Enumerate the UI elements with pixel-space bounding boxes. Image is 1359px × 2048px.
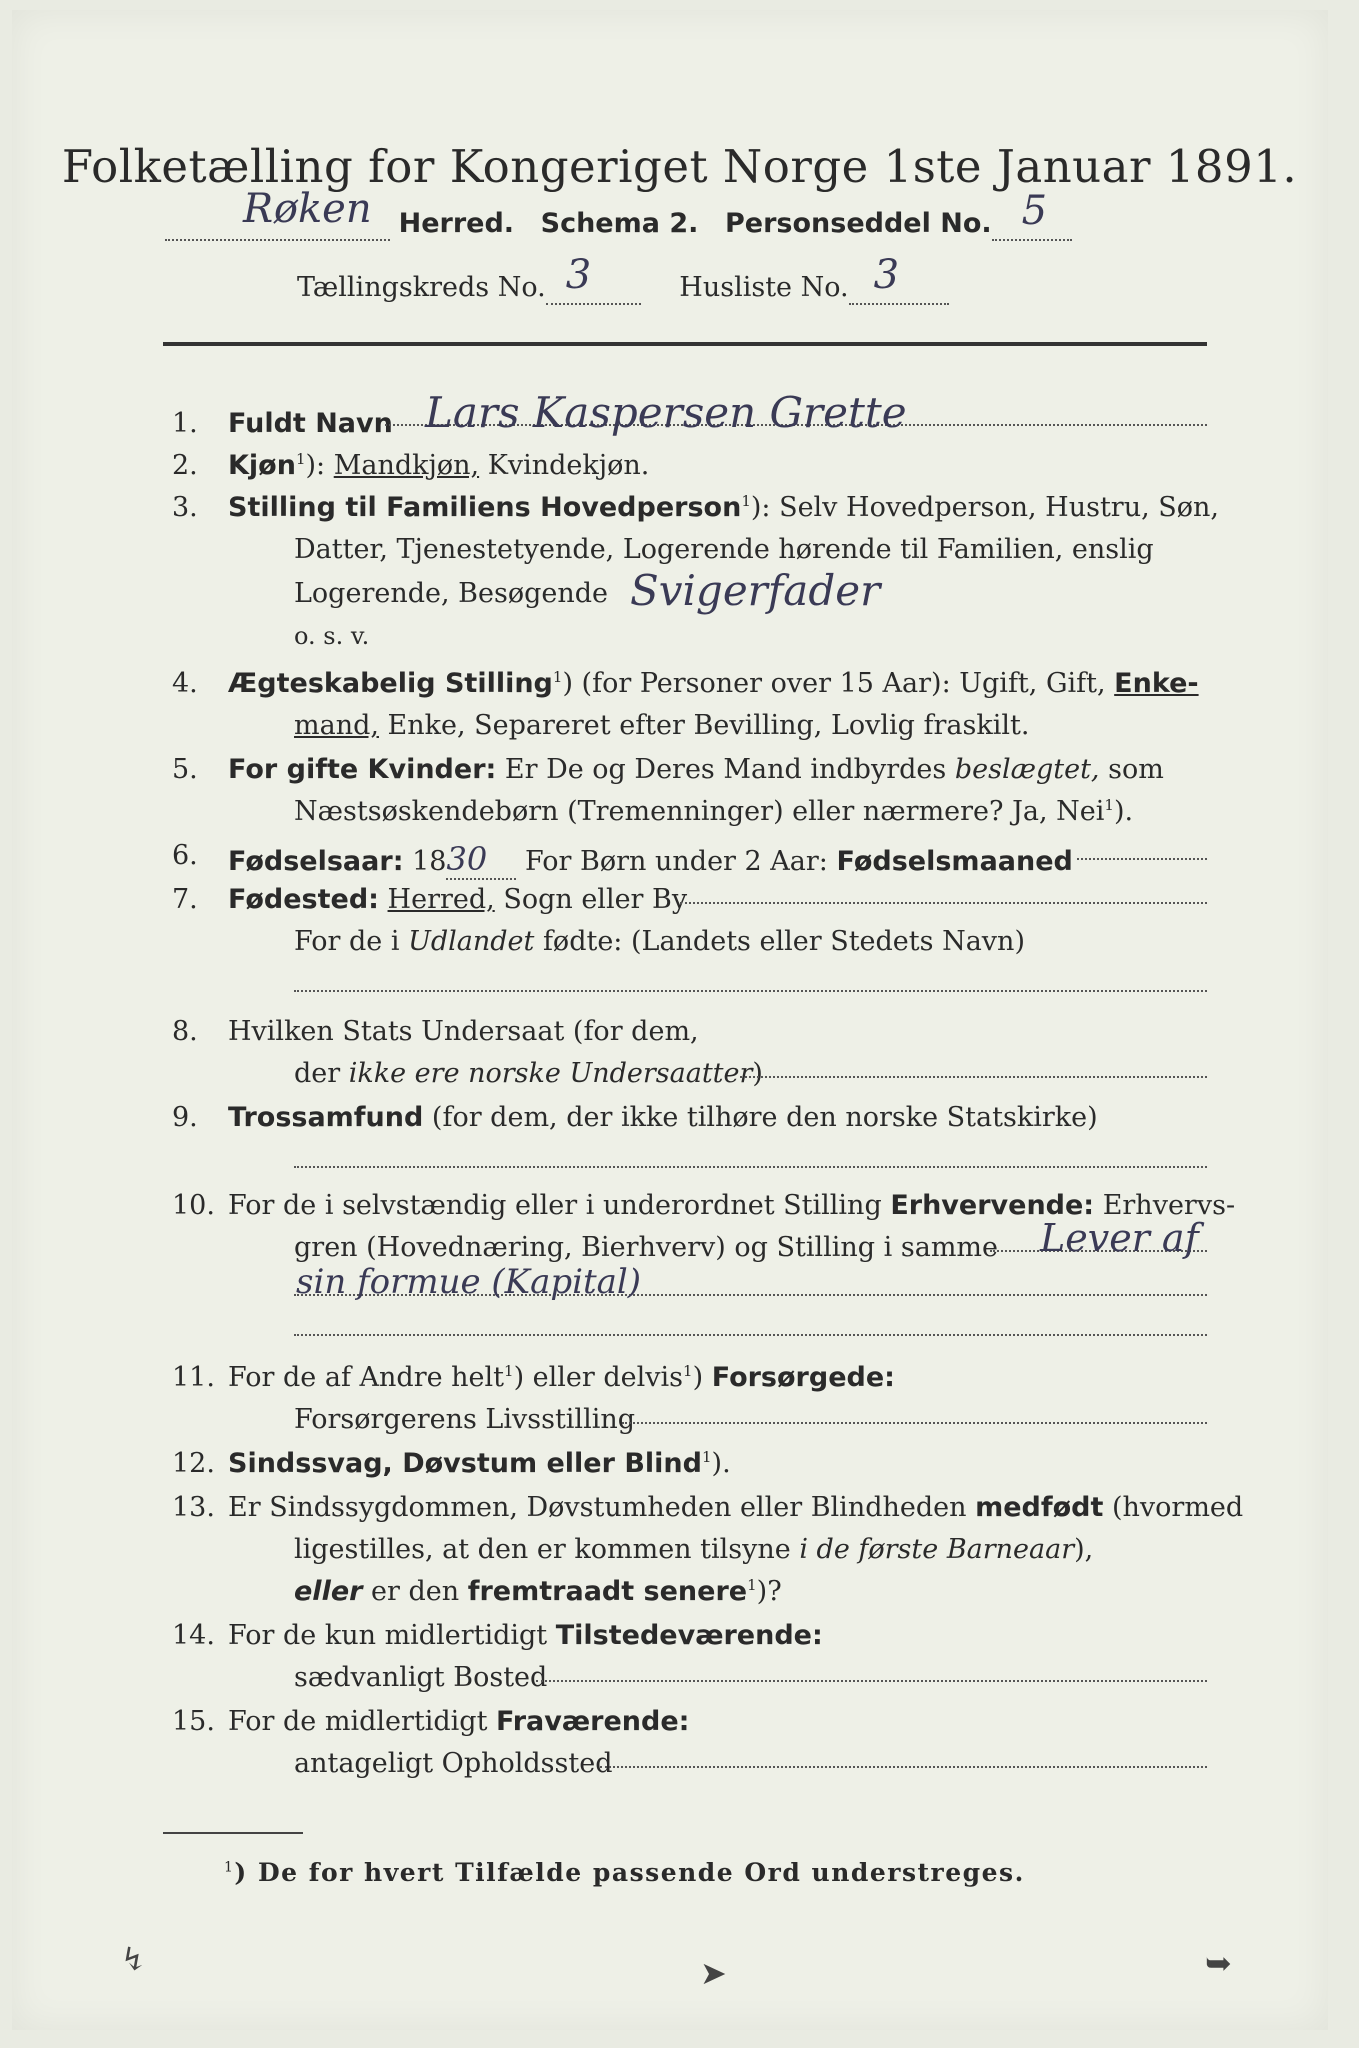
item-number-10: 10. bbox=[172, 1190, 215, 1221]
temporary-absent-label: Fraværende: bbox=[496, 1706, 690, 1737]
personseddel-value: 5 bbox=[1021, 188, 1048, 234]
item-number-4: 4. bbox=[172, 668, 198, 699]
item-5-line-1 bbox=[228, 754, 1164, 785]
item-10-line-2: gren (Hovednæring, Bierhverv) og Stilling i samme bbox=[294, 1232, 999, 1263]
kreds-label: Tællingskreds No. bbox=[297, 272, 546, 303]
religion-dots bbox=[294, 1166, 1207, 1168]
footnote-text: ) De for hvert Tilfælde passende Ord understreges. bbox=[234, 1858, 1025, 1887]
item-number-14: 14. bbox=[172, 1620, 215, 1651]
family-position-value: Svigerfader bbox=[630, 566, 881, 615]
married-women-line-2-end: ). bbox=[1113, 796, 1134, 827]
birthplace-selected: Herred, bbox=[387, 884, 495, 915]
item-number-7: 7. bbox=[172, 884, 198, 915]
married-women-label: For gifte Kvinder: bbox=[228, 754, 497, 785]
occupation-prefix: For de i selvstændig eller i underordnet Stilling bbox=[228, 1190, 891, 1221]
item-7-line-1 bbox=[228, 884, 687, 915]
item-number-1: 1. bbox=[172, 408, 198, 439]
item-3-line-1 bbox=[228, 492, 1219, 523]
item-13-line-2 bbox=[294, 1534, 1093, 1565]
kreds-value: 3 bbox=[565, 252, 592, 298]
disability-end: ). bbox=[711, 1448, 731, 1479]
family-position-sup: 1 bbox=[741, 492, 751, 510]
header-row-2 bbox=[297, 252, 949, 305]
congenital-line-3-bold: fremtraadt senere bbox=[467, 1576, 748, 1607]
birth-year-value: 30 bbox=[446, 840, 516, 880]
sex-label: Kjøn bbox=[228, 450, 296, 481]
item-3-line-2: Datter, Tjenestetyende, Logerende hørende til Familien, enslig bbox=[294, 534, 1154, 565]
abroad-suffix: fødte: (Landets eller Stedets Navn) bbox=[534, 926, 1025, 957]
congenital-end: )? bbox=[756, 1576, 782, 1607]
congenital-suffix: (hvormed bbox=[1103, 1492, 1244, 1523]
whereabouts-dots bbox=[600, 1766, 1207, 1768]
item-number-9: 9. bbox=[172, 1102, 198, 1133]
citizenship-suffix: ) bbox=[752, 1058, 763, 1089]
disability-label: Sindssvag, Døvstum eller Blind bbox=[228, 1448, 702, 1479]
temporary-present-label: Tilstedeværende: bbox=[555, 1620, 823, 1651]
family-position-options: ): Selv Hovedperson, Hustru, Søn, bbox=[750, 492, 1219, 523]
personseddel-label: Personseddel No. bbox=[725, 208, 992, 239]
footnote-divider bbox=[163, 1832, 303, 1834]
married-women-question: Er De og Deres Mand indbyrdes bbox=[496, 754, 955, 785]
family-position-options-3: Logerende, Besøgende bbox=[294, 578, 608, 609]
item-4-line-1 bbox=[228, 668, 1199, 699]
item-9 bbox=[228, 1102, 1098, 1133]
usual-residence-dots bbox=[536, 1680, 1207, 1682]
supported-label: Forsørgede: bbox=[711, 1362, 895, 1393]
marital-status-options: ) (for Personer over 15 Aar): Ugift, Gift, bbox=[562, 668, 1106, 699]
herred-label: Herred. bbox=[398, 208, 515, 239]
sex-sep: ): bbox=[305, 450, 334, 481]
congenital-line-2-italic: i de første Barneaar bbox=[799, 1534, 1075, 1565]
occupation-value-2: sin formue (Kapital) bbox=[296, 1262, 642, 1302]
congenital-line-3-italic: eller bbox=[294, 1576, 363, 1607]
item-number-12: 12. bbox=[172, 1448, 215, 1479]
corner-mark-right-icon: ➥ bbox=[1205, 1944, 1232, 1982]
header-row-1 bbox=[165, 186, 1072, 241]
item-8-line-1: Hvilken Stats Undersaat (for dem, bbox=[228, 1016, 699, 1047]
married-women-italic: beslægtet, bbox=[954, 754, 1100, 785]
item-13-line-1 bbox=[228, 1492, 1243, 1523]
item-number-6: 6. bbox=[172, 840, 198, 871]
occupation-value-1: Lever af bbox=[1040, 1216, 1199, 1260]
item-number-3: 3. bbox=[172, 492, 198, 523]
herred-field bbox=[165, 186, 390, 241]
kreds-field bbox=[546, 252, 641, 305]
schema-label: Schema 2. bbox=[540, 208, 699, 239]
disability-sup: 1 bbox=[701, 1448, 712, 1466]
personseddel-field bbox=[992, 188, 1072, 241]
birth-month-dots bbox=[1077, 858, 1207, 860]
husliste-value: 3 bbox=[873, 252, 900, 298]
citizenship-italic: ikke ere norske Undersaatter bbox=[348, 1058, 753, 1089]
occupation-suffix: Erhvervs- bbox=[1094, 1190, 1236, 1221]
form-title: Folketælling for Kongeriget Norge 1ste Januar 1891. bbox=[61, 140, 1298, 193]
citizenship-dots bbox=[740, 1076, 1207, 1078]
birth-year-prefix: 18 bbox=[403, 846, 447, 877]
item-3-line-3 bbox=[294, 578, 608, 609]
item-15-line-1 bbox=[228, 1706, 689, 1737]
married-women-sup: 1 bbox=[1104, 796, 1114, 814]
item-number-5: 5. bbox=[172, 754, 198, 785]
item-14-line-2: sædvanligt Bosted bbox=[294, 1662, 548, 1693]
temporary-present-prefix: For de kun midlertidigt bbox=[228, 1620, 556, 1651]
supported-sup-1: 1 bbox=[504, 1362, 514, 1380]
marital-status-label: Ægteskabelig Stilling bbox=[228, 668, 553, 699]
birthplace-dots bbox=[680, 902, 1207, 904]
marital-status-selected-2: mand, bbox=[294, 710, 379, 741]
congenital-label: medfødt bbox=[975, 1492, 1104, 1523]
supported-sup-2: 1 bbox=[683, 1362, 693, 1380]
item-number-2: 2. bbox=[172, 450, 198, 481]
herred-value: Røken bbox=[243, 186, 372, 232]
abroad-italic: Udlandet bbox=[408, 926, 535, 957]
birth-month-label: Fødselsmaaned bbox=[836, 846, 1073, 877]
occupation-dots-3 bbox=[294, 1334, 1207, 1336]
congenital-line-2-suffix: ), bbox=[1074, 1534, 1094, 1565]
full-name-value: Lars Kaspersen Grette bbox=[425, 388, 907, 437]
husliste-label: Husliste No. bbox=[679, 272, 849, 303]
married-women-end: som bbox=[1099, 754, 1164, 785]
item-4-line-2 bbox=[294, 710, 1029, 741]
center-mark-icon: ➤ bbox=[700, 1954, 727, 1992]
religion-label: Trossamfund bbox=[228, 1102, 424, 1133]
item-2 bbox=[228, 450, 649, 481]
sex-option-male: Mandkjøn, bbox=[333, 450, 480, 481]
abroad-prefix: For de i bbox=[294, 926, 409, 957]
item-15-line-2: antageligt Opholdssted bbox=[294, 1748, 613, 1779]
religion-question: (for dem, der ikke tilhøre den norske Statskirke) bbox=[423, 1102, 1098, 1133]
item-11-line-2: Forsørgerens Livsstilling bbox=[294, 1404, 636, 1435]
sex-sup: 1 bbox=[295, 450, 306, 468]
supported-sep: ) bbox=[692, 1362, 712, 1393]
abroad-dots bbox=[294, 990, 1207, 992]
married-women-line-2: Næstsøskendebørn (Tremenninger) eller nærmere? Ja, Nei bbox=[294, 796, 1105, 827]
item-3-line-4: o. s. v. bbox=[294, 622, 370, 650]
marital-status-sup: 1 bbox=[552, 668, 563, 686]
item-number-8: 8. bbox=[172, 1016, 198, 1047]
marital-status-options-2: Enke, Separeret efter Bevilling, Lovlig fraskilt. bbox=[378, 710, 1030, 741]
item-1 bbox=[228, 408, 393, 439]
husliste-field bbox=[849, 252, 949, 305]
item-11-line-1 bbox=[228, 1362, 895, 1393]
item-13-line-3 bbox=[294, 1576, 782, 1607]
family-position-label: Stilling til Familiens Hovedperson bbox=[228, 492, 742, 523]
header-divider bbox=[163, 342, 1207, 346]
item-7-line-2 bbox=[294, 926, 1025, 957]
footnote-sup: 1 bbox=[224, 1859, 235, 1876]
temporary-absent-prefix: For de midlertidigt bbox=[228, 1706, 497, 1737]
item-number-13: 13. bbox=[172, 1492, 215, 1523]
marital-status-selected-1: Enke- bbox=[1114, 668, 1199, 699]
birth-year-label: Fødselsaar: bbox=[228, 846, 404, 877]
item-5-line-2 bbox=[294, 796, 1133, 827]
supported-prefix: For de af Andre helt bbox=[228, 1362, 505, 1393]
item-14-line-1 bbox=[228, 1620, 823, 1651]
citizenship-prefix: der bbox=[294, 1058, 349, 1089]
congenital-line-2-prefix: ligestilles, at den er kommen tilsyne bbox=[294, 1534, 800, 1565]
congenital-sup: 1 bbox=[747, 1576, 757, 1594]
item-number-11: 11. bbox=[172, 1362, 215, 1393]
item-number-15: 15. bbox=[172, 1706, 215, 1737]
congenital-prefix: Er Sindssygdommen, Døvstumheden eller Blindheden bbox=[228, 1492, 976, 1523]
item-8-line-2 bbox=[294, 1058, 763, 1089]
footnote bbox=[224, 1858, 1025, 1887]
corner-mark-left-icon: ↯ bbox=[120, 1940, 147, 1978]
full-name-label: Fuldt Navn bbox=[228, 408, 393, 439]
supported-mid: ) eller delvis bbox=[513, 1362, 684, 1393]
birthplace-options: Sogn eller By bbox=[494, 884, 688, 915]
birth-month-question: For Børn under 2 Aar: bbox=[516, 846, 837, 877]
birthplace-label: Fødested: bbox=[228, 884, 379, 915]
congenital-line-3-mid: er den bbox=[362, 1576, 468, 1607]
supporter-dots bbox=[622, 1422, 1207, 1424]
occupation-label: Erhvervende: bbox=[890, 1190, 1095, 1221]
item-6 bbox=[228, 840, 1073, 880]
sex-option-female: Kvindekjøn. bbox=[479, 450, 650, 481]
item-12 bbox=[228, 1448, 731, 1479]
